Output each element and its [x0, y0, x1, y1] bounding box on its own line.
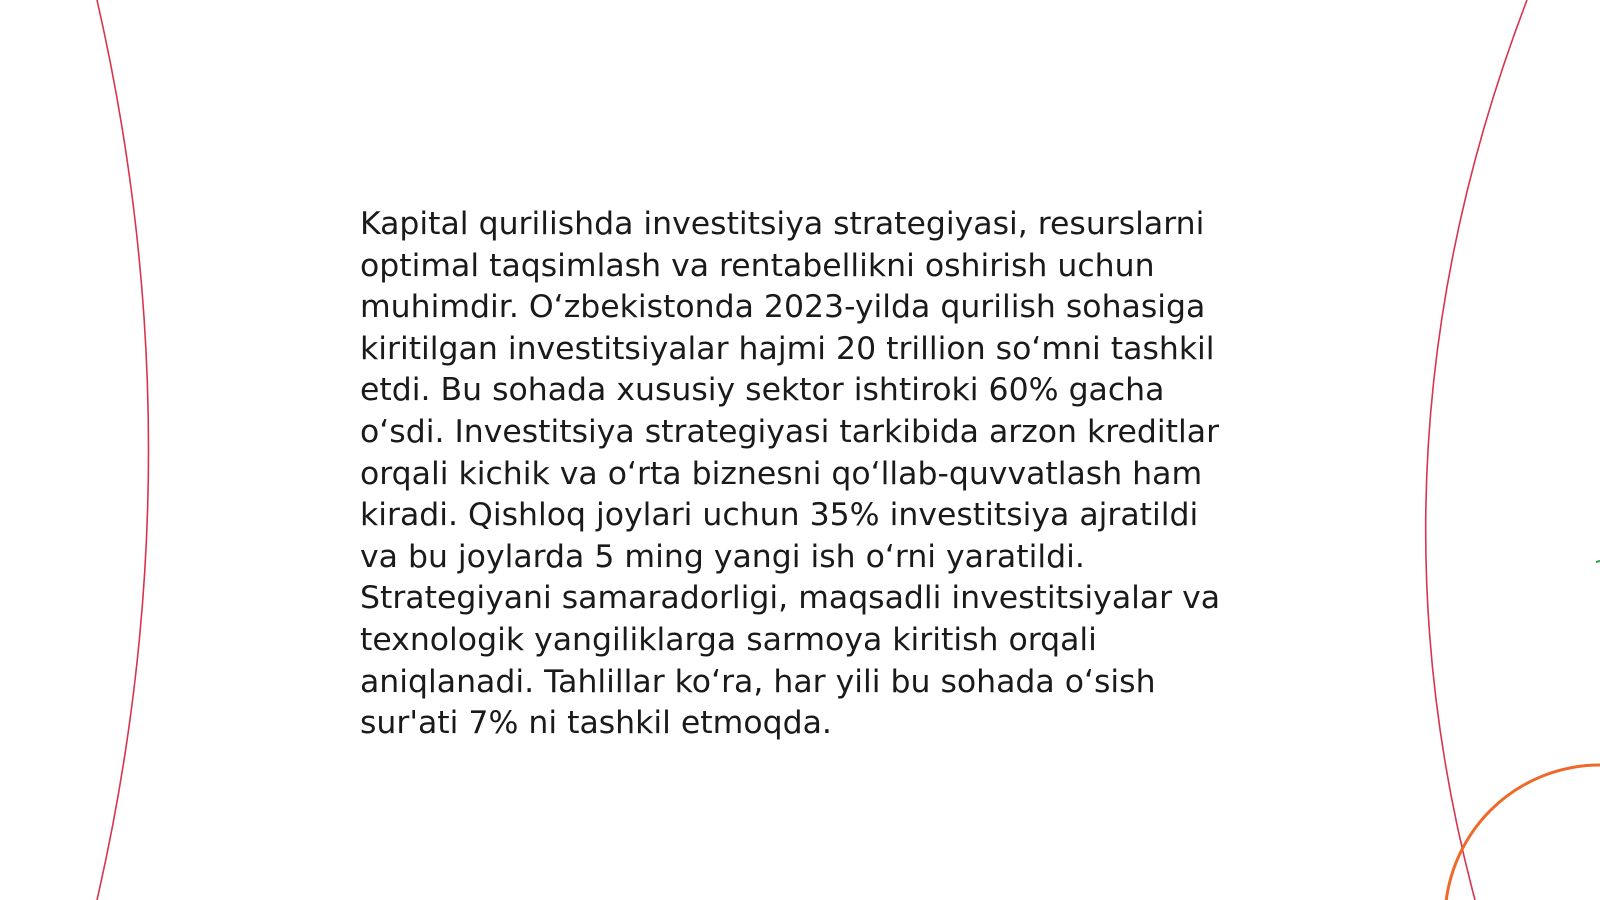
slide-body-text: Kapital qurilishda investitsiya strategiyasi, resurslarni optimal taqsimlash va rentabellikni oshirish uchun muhimdir. O‘zbekistonda 2023-yilda qurilish sohasiga kiritilgan investitsiyalar hajmi 20 trillion so‘mni tashkil etdi. Bu sohada xususiy sektor ishtiroki 60% gacha o‘sdi. Investitsiya strategiyasi tarkibida arzon kreditlar orqali kichik va o‘rta biznesni qo‘llab-quvvatlash ham kiradi. Qishloq joylari uchun 35% investitsiya ajratildi va bu joylarda 5 ming yangi ish o‘rni yaratildi. Strategiyani samaradorligi, maqsadli investitsiyalar va texnologik yangiliklarga sarmoya kiritish orqali aniqlanadi. Tahlillar ko‘ra, har yili bu sohada o‘sish sur'ati 7% ni tashkil etmoqda.: [360, 206, 1221, 742]
green-decorative-mark: [1596, 561, 1600, 562]
right-decorative-curve: [1426, 0, 1527, 900]
left-decorative-curve: [97, 0, 149, 900]
orange-decorative-circle: [1445, 765, 1600, 900]
